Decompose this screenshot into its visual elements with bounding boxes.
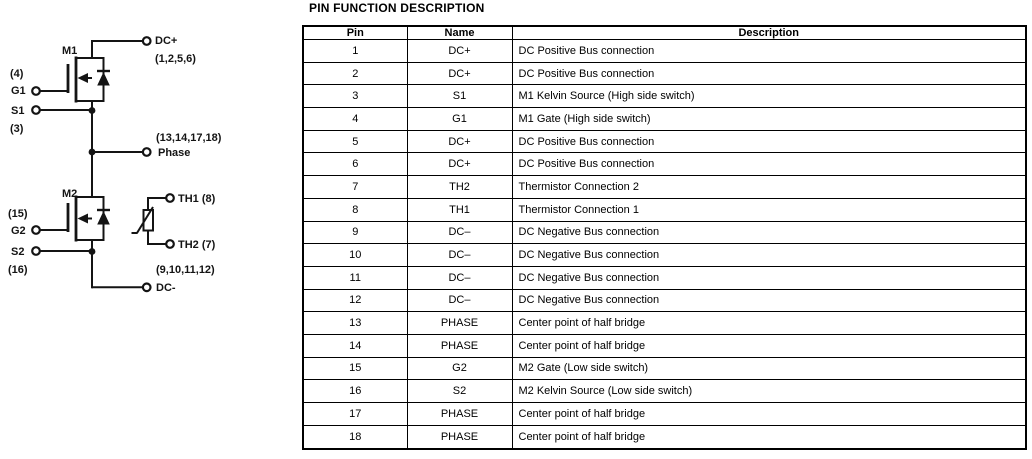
pin-table-body (303, 40, 1026, 450)
s2-junction-dot (89, 248, 96, 255)
name-column-header: Name (407, 26, 512, 40)
table-row (303, 380, 1026, 403)
m1-label: M1 (62, 45, 78, 57)
name-cell: G2 (407, 357, 512, 380)
description-cell: DC Positive Bus connection (512, 130, 1026, 153)
pin-cell: 9 (303, 221, 407, 244)
description-cell: Thermistor Connection 2 (512, 176, 1026, 199)
g1-terminal-icon (32, 87, 40, 95)
m2-source-arrow-icon (78, 214, 89, 224)
table-row (303, 244, 1026, 267)
table-row (303, 40, 1026, 63)
s1-terminal-icon (32, 106, 40, 114)
thermistor-icon (132, 197, 167, 245)
name-cell: PHASE (407, 334, 512, 357)
phase-pins-label: (13,14,17,18) (156, 131, 222, 144)
description-cell: M1 Kelvin Source (High side switch) (512, 85, 1026, 108)
description-cell: M2 Gate (Low side switch) (512, 357, 1026, 380)
m2-label: M2 (62, 187, 78, 200)
dc-minus-pins-label: (9,10,11,12) (156, 264, 215, 276)
description-cell: DC Negative Bus connection (512, 244, 1026, 267)
pin-cell: 4 (303, 108, 407, 131)
description-cell: M1 Gate (High side switch) (512, 108, 1026, 131)
s1-label: S1 (11, 104, 25, 117)
s1-junction-dot (89, 107, 96, 114)
description-cell: DC Positive Bus connection (512, 62, 1026, 85)
description-cell: DC Negative Bus connection (512, 221, 1026, 244)
th1-label: TH1 (8) (178, 192, 216, 205)
header-row (303, 26, 1026, 40)
s1-pin-label: (3) (10, 123, 24, 135)
m1-source-arrow-icon (78, 73, 89, 83)
table-row (303, 403, 1026, 426)
pin-cell: 18 (303, 425, 407, 449)
description-cell: DC Negative Bus connection (512, 266, 1026, 289)
g2-label: G2 (11, 225, 26, 237)
th2-terminal-icon (166, 240, 174, 248)
description-cell: DC Negative Bus connection (512, 289, 1026, 312)
pin-column-header: Pin (303, 26, 407, 40)
m2-body-diode-icon (97, 197, 110, 240)
phase-terminal-icon (143, 148, 151, 156)
th1-terminal-icon (166, 194, 174, 202)
name-cell: DC– (407, 244, 512, 267)
table-row (303, 130, 1026, 153)
table-row (303, 176, 1026, 199)
name-cell: DC+ (407, 40, 512, 63)
table-row (303, 62, 1026, 85)
table-row (303, 221, 1026, 244)
pin-cell: 15 (303, 357, 407, 380)
g2-pin-label: (15) (8, 207, 28, 220)
table-row (303, 334, 1026, 357)
pin-cell: 11 (303, 266, 407, 289)
pin-cell: 7 (303, 176, 407, 199)
pin-cell: 8 (303, 198, 407, 221)
schematic-drawing (0, 0, 302, 330)
table-row (303, 357, 1026, 380)
name-cell: PHASE (407, 403, 512, 426)
table-row (303, 108, 1026, 131)
table-row (303, 289, 1026, 312)
name-cell: TH2 (407, 176, 512, 199)
pin-cell: 17 (303, 403, 407, 426)
pin-cell: 5 (303, 130, 407, 153)
pin-cell: 13 (303, 312, 407, 335)
half-bridge-schematic (0, 0, 302, 330)
table-title: PIN FUNCTION DESCRIPTION (309, 1, 485, 15)
s2-terminal-icon (32, 247, 40, 255)
pin-function-section (302, 2, 1028, 450)
name-cell: DC+ (407, 62, 512, 85)
table-row (303, 425, 1026, 449)
pin-cell: 3 (303, 85, 407, 108)
pin-function-table (302, 25, 1027, 450)
pin-cell: 1 (303, 40, 407, 63)
description-cell: Center point of half bridge (512, 425, 1026, 449)
description-cell: Thermistor Connection 1 (512, 198, 1026, 221)
s2-label: S2 (11, 246, 25, 258)
phase-label: Phase (158, 146, 191, 159)
description-column-header: Description (512, 26, 1026, 40)
pin-cell: 16 (303, 380, 407, 403)
pin-cell: 2 (303, 62, 407, 85)
table-row (303, 85, 1026, 108)
dc-minus-terminal-icon (143, 284, 151, 292)
dc-plus-label: DC+ (155, 34, 178, 47)
name-cell: S2 (407, 380, 512, 403)
s2-pin-label: (16) (8, 264, 28, 276)
description-cell: Center point of half bridge (512, 312, 1026, 335)
name-cell: DC– (407, 221, 512, 244)
g1-pin-label: (4) (10, 68, 24, 80)
name-cell: G1 (407, 108, 512, 131)
pin-cell: 10 (303, 244, 407, 267)
pin-cell: 14 (303, 334, 407, 357)
table-row (303, 312, 1026, 335)
name-cell: PHASE (407, 312, 512, 335)
table-row (303, 266, 1026, 289)
name-cell: DC– (407, 266, 512, 289)
phase-junction-dot (89, 149, 96, 156)
m2-mosfet-symbol (40, 196, 105, 242)
g2-terminal-icon (32, 226, 40, 234)
name-cell: DC+ (407, 153, 512, 176)
g1-label: G1 (11, 85, 26, 97)
description-cell: Center point of half bridge (512, 403, 1026, 426)
description-cell: M2 Kelvin Source (Low side switch) (512, 380, 1026, 403)
description-cell: DC Positive Bus connection (512, 153, 1026, 176)
description-cell: DC Positive Bus connection (512, 40, 1026, 63)
m1-body-diode-icon (97, 58, 110, 101)
name-cell: S1 (407, 85, 512, 108)
name-cell: DC– (407, 289, 512, 312)
table-row (303, 153, 1026, 176)
name-cell: PHASE (407, 425, 512, 449)
description-cell: Center point of half bridge (512, 334, 1026, 357)
pin-cell: 6 (303, 153, 407, 176)
dc-minus-label: DC- (156, 282, 176, 294)
th2-label: TH2 (7) (178, 239, 216, 251)
name-cell: TH1 (407, 198, 512, 221)
dc-plus-terminal-icon (143, 37, 151, 45)
dc-plus-pins-label: (1,2,5,6) (155, 53, 196, 65)
pin-cell: 12 (303, 289, 407, 312)
name-cell: DC+ (407, 130, 512, 153)
table-row (303, 198, 1026, 221)
